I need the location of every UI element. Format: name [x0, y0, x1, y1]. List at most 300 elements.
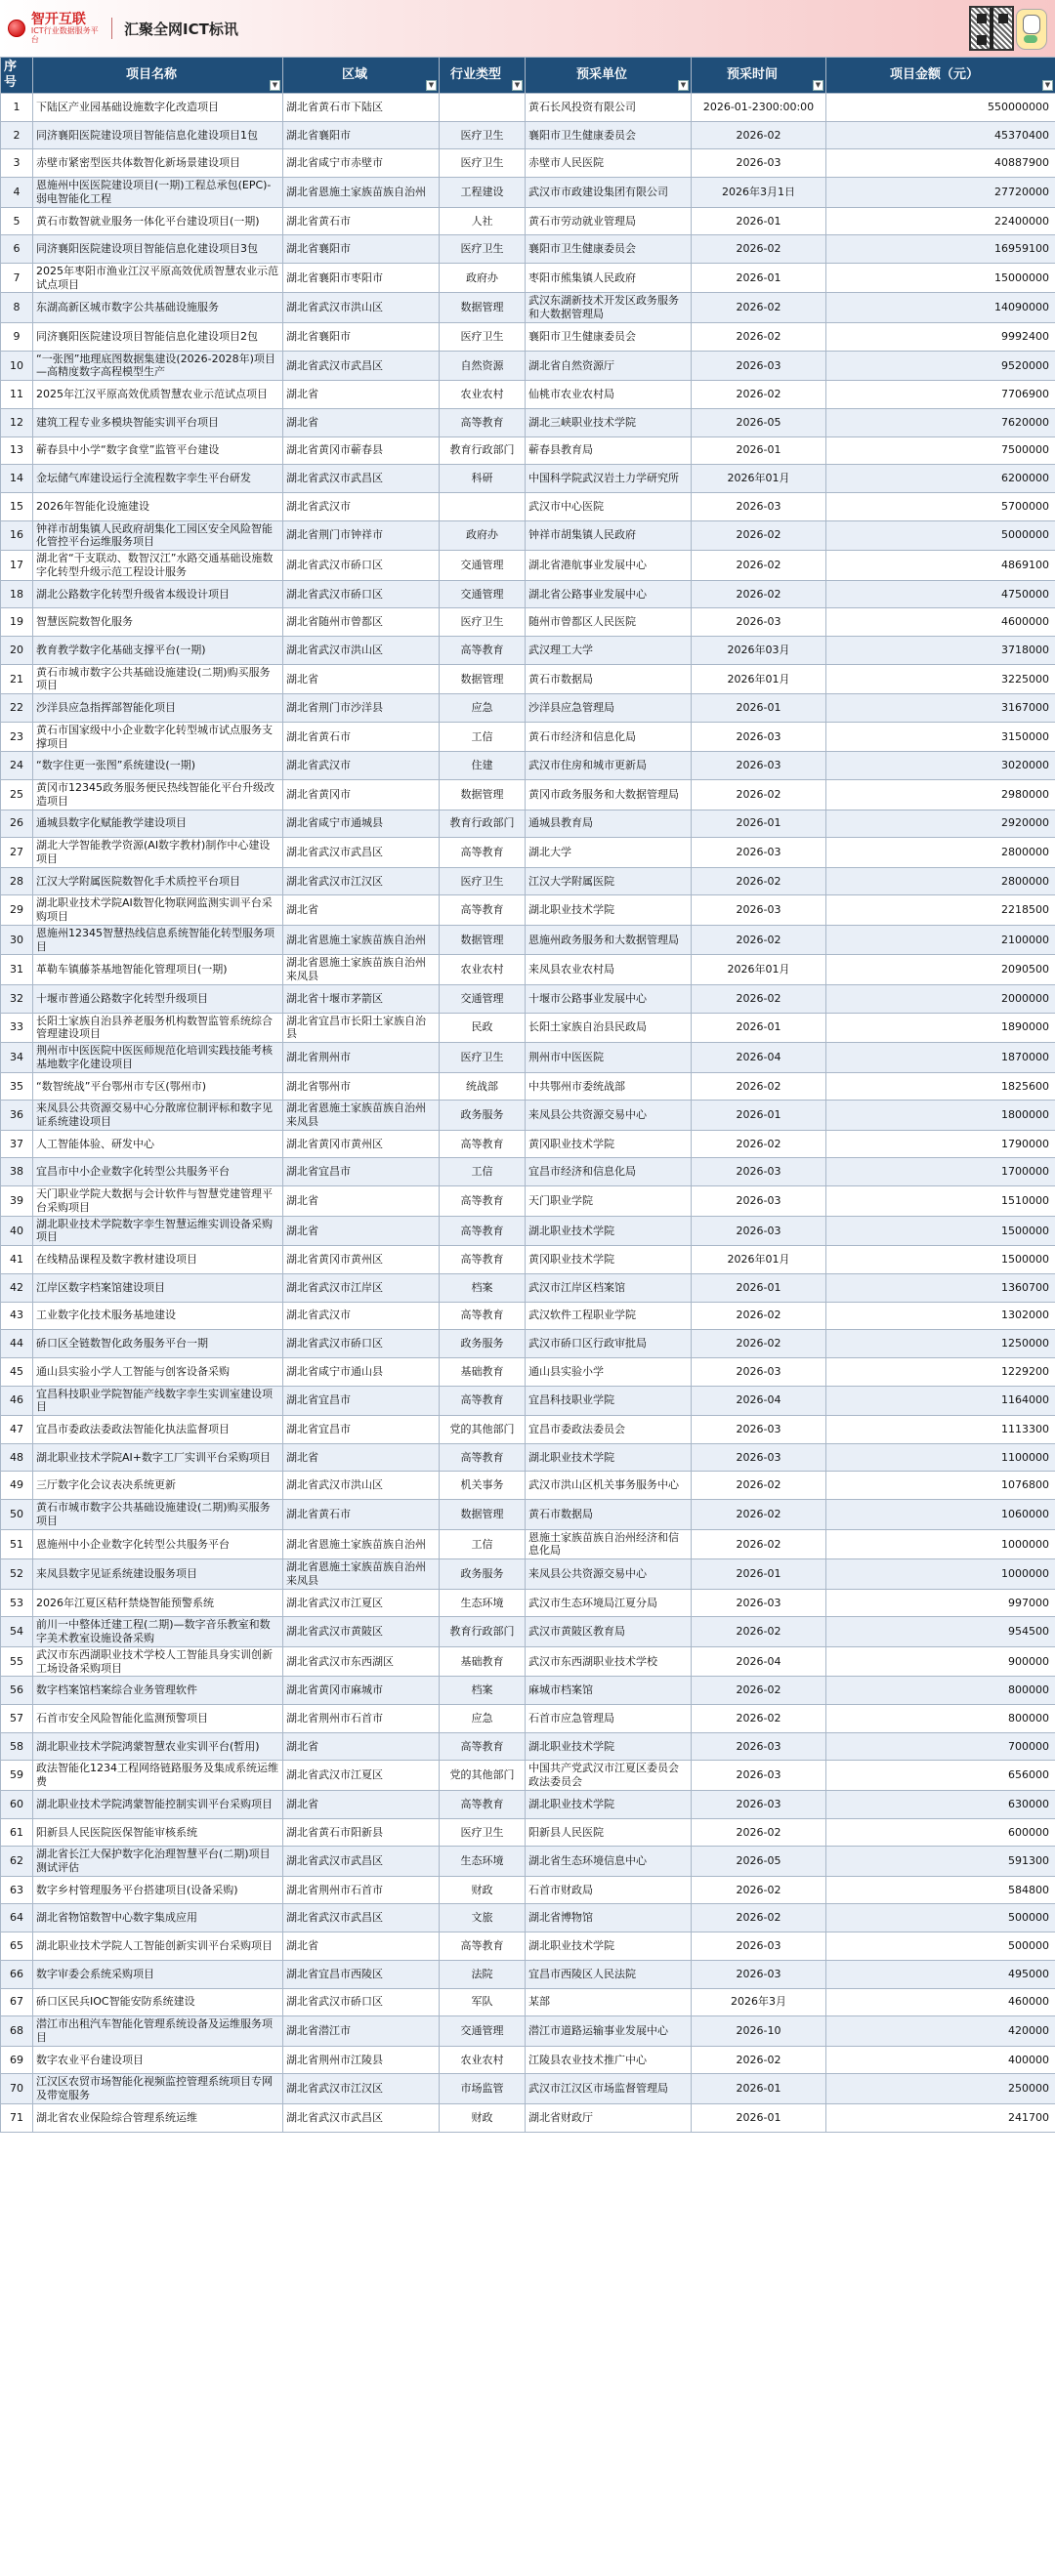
- filter-dropdown-icon[interactable]: ▼: [270, 80, 280, 91]
- cell-project-name: 湖北省农业保险综合管理系统运维: [33, 2103, 283, 2132]
- table-row: [1, 1416, 1055, 1444]
- cell-time: 2026-03: [692, 492, 826, 520]
- column-header-amount: 项目金额（元） ▼: [826, 58, 1055, 94]
- cell-region: 湖北省: [283, 1732, 440, 1761]
- cell-amount: 1164000: [826, 1386, 1055, 1416]
- cell-region: 湖北省宜昌市: [283, 1386, 440, 1416]
- cell-industry: 政府办: [440, 520, 526, 551]
- cell-amount: 5700000: [826, 492, 1055, 520]
- cell-amount: 584800: [826, 1876, 1055, 1904]
- cell-index: 68: [1, 2016, 33, 2047]
- cell-industry: 交通管理: [440, 551, 526, 581]
- cell-region: 湖北省: [283, 1790, 440, 1818]
- cell-industry: 工信: [440, 1529, 526, 1559]
- table-row: [1, 1130, 1055, 1158]
- table-row: [1, 1732, 1055, 1761]
- cell-industry: 机关事务: [440, 1472, 526, 1500]
- table-row: [1, 838, 1055, 868]
- cell-buyer: 武汉理工大学: [526, 636, 692, 664]
- cell-industry: 农业农村: [440, 2046, 526, 2074]
- cell-industry: 医疗卫生: [440, 867, 526, 895]
- cell-region: 湖北省黄冈市蕲春县: [283, 436, 440, 465]
- cell-amount: 800000: [826, 1705, 1055, 1733]
- cell-project-name: 湖北省“干支联动、数智汉江”水路交通基础设施数字化转型升级示范工程设计服务: [33, 551, 283, 581]
- cell-region: 湖北省宜昌市: [283, 1416, 440, 1444]
- cell-project-name: 黄石市城市数字公共基础设施建设(二期)购买服务项目: [33, 1500, 283, 1530]
- cell-industry: 数据管理: [440, 664, 526, 694]
- cell-industry: 统战部: [440, 1072, 526, 1101]
- cell-industry: 生态环境: [440, 1589, 526, 1617]
- table-row: [1, 178, 1055, 208]
- table-row: [1, 492, 1055, 520]
- cell-industry: 高等教育: [440, 1443, 526, 1472]
- cell-buyer: 湖北职业技术学院: [526, 1732, 692, 1761]
- cell-project-name: 在线精品课程及数字教材建设项目: [33, 1246, 283, 1274]
- cell-buyer: 赤壁市人民医院: [526, 149, 692, 178]
- cell-index: 58: [1, 1732, 33, 1761]
- cell-amount: 7500000: [826, 436, 1055, 465]
- cell-region: 湖北省黄冈市: [283, 780, 440, 810]
- cell-region: 湖北省: [283, 1186, 440, 1217]
- cell-project-name: 革勒车镇藤茶基地智能化管理项目(一期): [33, 955, 283, 985]
- cell-region: 湖北省武汉市武昌区: [283, 1904, 440, 1932]
- cell-region: 湖北省武汉市硚口区: [283, 1988, 440, 2016]
- cell-project-name: 恩施州12345智慧热线信息系统智能化转型服务项目: [33, 925, 283, 955]
- cell-project-name: 同济襄阳医院建设项目智能信息化建设项目1包: [33, 121, 283, 149]
- cell-region: 湖北省: [283, 1443, 440, 1472]
- table-row: [1, 408, 1055, 436]
- cell-index: 55: [1, 1646, 33, 1677]
- cell-index: 21: [1, 664, 33, 694]
- cell-industry: 政务服务: [440, 1101, 526, 1131]
- cell-amount: 1250000: [826, 1330, 1055, 1358]
- filter-dropdown-icon[interactable]: ▼: [426, 80, 437, 91]
- cell-buyer: 来凤县农业农村局: [526, 955, 692, 985]
- cell-amount: 7620000: [826, 408, 1055, 436]
- cell-amount: 997000: [826, 1589, 1055, 1617]
- cell-buyer: 湖北省博物馆: [526, 1904, 692, 1932]
- column-header-region: 区域 ▼: [283, 58, 440, 94]
- cell-project-name: 湖北公路数字化转型升级省本级设计项目: [33, 580, 283, 608]
- cell-index: 25: [1, 780, 33, 810]
- cell-industry: 应急: [440, 694, 526, 723]
- cell-amount: 591300: [826, 1847, 1055, 1877]
- cell-index: 60: [1, 1790, 33, 1818]
- cell-amount: 2800000: [826, 867, 1055, 895]
- cell-time: 2026-01: [692, 263, 826, 293]
- cell-index: 66: [1, 1960, 33, 1988]
- table-row: [1, 1960, 1055, 1988]
- cell-time: 2026-01-2300:00:00: [692, 94, 826, 122]
- cell-buyer: 黄石市劳动就业管理局: [526, 207, 692, 235]
- cell-time: 2026-03: [692, 1186, 826, 1217]
- cell-industry: [440, 94, 526, 122]
- cell-industry: 自然资源: [440, 351, 526, 381]
- cell-amount: 3020000: [826, 752, 1055, 780]
- cell-index: 67: [1, 1988, 33, 2016]
- table-row: [1, 867, 1055, 895]
- cell-time: 2026-02: [692, 1302, 826, 1330]
- cell-amount: 1510000: [826, 1186, 1055, 1217]
- cell-buyer: 来凤县公共资源交易中心: [526, 1101, 692, 1131]
- cell-project-name: 湖北大学智能教学资源(AI数字教材)制作中心建设项目: [33, 838, 283, 868]
- cell-time: 2026-02: [692, 1500, 826, 1530]
- cell-region: 湖北省荆州市: [283, 1043, 440, 1073]
- cell-industry: 高等教育: [440, 1186, 526, 1217]
- cell-region: 湖北省武汉市江夏区: [283, 1589, 440, 1617]
- cell-region: 湖北省武汉市硚口区: [283, 580, 440, 608]
- cell-industry: 高等教育: [440, 1130, 526, 1158]
- cell-amount: 3167000: [826, 694, 1055, 723]
- page-title: 汇聚全网ICT标讯: [124, 20, 238, 38]
- table-row: [1, 722, 1055, 752]
- cell-buyer: 沙洋县应急管理局: [526, 694, 692, 723]
- cell-industry: 教育行政部门: [440, 436, 526, 465]
- cell-project-name: 石首市安全风险智能化监测预警项目: [33, 1705, 283, 1733]
- cell-time: 2026-03: [692, 722, 826, 752]
- cell-industry: 档案: [440, 1677, 526, 1705]
- cell-region: 湖北省武汉市硚口区: [283, 1330, 440, 1358]
- table-row: [1, 1072, 1055, 1101]
- table-row: [1, 810, 1055, 838]
- cell-buyer: 长阳土家族自治县民政局: [526, 1013, 692, 1043]
- cell-amount: 1790000: [826, 1130, 1055, 1158]
- cell-industry: 市场监管: [440, 2074, 526, 2104]
- cell-amount: 600000: [826, 1818, 1055, 1847]
- cell-index: 63: [1, 1876, 33, 1904]
- table-row: [1, 2016, 1055, 2047]
- cell-amount: 3225000: [826, 664, 1055, 694]
- table-row: [1, 925, 1055, 955]
- spreadsheet: [0, 57, 1055, 2133]
- cell-region: 湖北省武汉市: [283, 1302, 440, 1330]
- table-row: [1, 1273, 1055, 1302]
- cell-industry: 医疗卫生: [440, 121, 526, 149]
- cell-region: 湖北省黄石市: [283, 1500, 440, 1530]
- cell-project-name: 同济襄阳医院建设项目智能信息化建设项目2包: [33, 322, 283, 351]
- cell-time: 2026-03: [692, 1357, 826, 1386]
- cell-region: 湖北省咸宁市通山县: [283, 1357, 440, 1386]
- cell-buyer: 宜昌市经济和信息化局: [526, 1158, 692, 1186]
- cell-time: 2026-05: [692, 1847, 826, 1877]
- table-row: [1, 2046, 1055, 2074]
- cell-buyer: 武汉市住房和城市更新局: [526, 752, 692, 780]
- cell-index: 71: [1, 2103, 33, 2132]
- cell-industry: 高等教育: [440, 838, 526, 868]
- table-row: [1, 1500, 1055, 1530]
- cell-industry: 医疗卫生: [440, 149, 526, 178]
- cell-index: 65: [1, 1932, 33, 1961]
- cell-buyer: 武汉市黄陂区教育局: [526, 1617, 692, 1647]
- cell-buyer: 襄阳市卫生健康委员会: [526, 322, 692, 351]
- cell-buyer: 武汉市东西湖职业技术学校: [526, 1646, 692, 1677]
- table-row: [1, 1302, 1055, 1330]
- cell-buyer: 石首市财政局: [526, 1876, 692, 1904]
- table-row: [1, 1443, 1055, 1472]
- cell-amount: 14090000: [826, 293, 1055, 323]
- cell-industry: 高等教育: [440, 408, 526, 436]
- cell-project-name: 来凤县数字见证系统建设服务项目: [33, 1559, 283, 1590]
- cell-amount: 1700000: [826, 1158, 1055, 1186]
- cell-amount: 2800000: [826, 838, 1055, 868]
- cell-project-name: 宜昌市中小企业数字化转型公共服务平台: [33, 1158, 283, 1186]
- cell-region: 湖北省武汉市武昌区: [283, 2103, 440, 2132]
- cell-index: 6: [1, 235, 33, 264]
- cell-project-name: 湖北职业技术学院数字孪生智慧运维实训设备采购项目: [33, 1216, 283, 1246]
- cell-time: 2026-03: [692, 1443, 826, 1472]
- cell-amount: 500000: [826, 1904, 1055, 1932]
- cell-index: 17: [1, 551, 33, 581]
- cell-project-name: 恩施州中医医院建设项目(一期)工程总承包(EPC)-弱电智能化工程: [33, 178, 283, 208]
- cell-amount: 1500000: [826, 1246, 1055, 1274]
- cell-region: 湖北省: [283, 408, 440, 436]
- cell-buyer: 来凤县公共资源交易中心: [526, 1559, 692, 1590]
- cell-index: 44: [1, 1330, 33, 1358]
- cell-industry: 军队: [440, 1988, 526, 2016]
- table-row: [1, 351, 1055, 381]
- cell-amount: 241700: [826, 2103, 1055, 2132]
- cell-time: 2026-01: [692, 1013, 826, 1043]
- cell-buyer: 武汉市生态环境局江夏分局: [526, 1589, 692, 1617]
- filter-dropdown-icon[interactable]: ▼: [678, 80, 689, 91]
- cell-buyer: 湖北职业技术学院: [526, 1790, 692, 1818]
- cell-time: 2026-02: [692, 322, 826, 351]
- cell-amount: 7706900: [826, 381, 1055, 409]
- cell-project-name: 2025年江汉平原高效优质智慧农业示范试点项目: [33, 381, 283, 409]
- cell-buyer: 湖北省自然资源厅: [526, 351, 692, 381]
- cell-region: 湖北省武汉市硚口区: [283, 551, 440, 581]
- cell-time: 2026-02: [692, 780, 826, 810]
- cell-buyer: 湖北省港航事业发展中心: [526, 551, 692, 581]
- cell-region: 湖北省荆门市钟祥市: [283, 520, 440, 551]
- table-row: [1, 1186, 1055, 1217]
- cell-industry: 高等教育: [440, 1246, 526, 1274]
- cell-buyer: 湖北省公路事业发展中心: [526, 580, 692, 608]
- cell-amount: 1229200: [826, 1357, 1055, 1386]
- table-row: [1, 1646, 1055, 1677]
- cell-time: 2026-05: [692, 408, 826, 436]
- cell-buyer: 中国共产党武汉市江夏区委员会政法委员会: [526, 1761, 692, 1791]
- cell-project-name: “一张图”地理底图数据集建设(2026-2028年)项目—高精度数字高程模型生产: [33, 351, 283, 381]
- table-row: [1, 207, 1055, 235]
- cell-region: 湖北省: [283, 1216, 440, 1246]
- cell-buyer: 中国科学院武汉岩土力学研究所: [526, 465, 692, 493]
- cell-buyer: 武汉市市政建设集团有限公司: [526, 178, 692, 208]
- cell-project-name: 智慧医院数智化服务: [33, 608, 283, 637]
- cell-time: 2026年3月1日: [692, 178, 826, 208]
- cell-amount: 900000: [826, 1646, 1055, 1677]
- cell-industry: 政府办: [440, 263, 526, 293]
- cell-index: 33: [1, 1013, 33, 1043]
- cell-region: 湖北省荆州市江陵县: [283, 2046, 440, 2074]
- cell-time: 2026年3月: [692, 1988, 826, 2016]
- cell-index: 9: [1, 322, 33, 351]
- table-row: [1, 551, 1055, 581]
- cell-buyer: 江陵县农业技术推广中心: [526, 2046, 692, 2074]
- mascot-icon: [1016, 9, 1047, 50]
- cell-index: 8: [1, 293, 33, 323]
- cell-industry: 高等教育: [440, 1386, 526, 1416]
- cell-project-name: 宜昌科技职业学院智能产线数字孪生实训室建设项目: [33, 1386, 283, 1416]
- cell-project-name: 工业数字化技术服务基地建设: [33, 1302, 283, 1330]
- cell-buyer: 湖北职业技术学院: [526, 1932, 692, 1961]
- cell-project-name: 沙洋县应急指挥部智能化项目: [33, 694, 283, 723]
- cell-index: 49: [1, 1472, 33, 1500]
- cell-buyer: 湖北省财政厅: [526, 2103, 692, 2132]
- cell-region: 湖北省武汉市东西湖区: [283, 1646, 440, 1677]
- brand-subtitle: ICT行业数据服务平台: [30, 25, 99, 44]
- cell-time: 2026-04: [692, 1386, 826, 1416]
- cell-region: 湖北省宜昌市: [283, 1158, 440, 1186]
- table-row: [1, 149, 1055, 178]
- cell-amount: 420000: [826, 2016, 1055, 2047]
- cell-time: 2026-03: [692, 895, 826, 926]
- cell-project-name: 湖北职业技术学院鸿蒙智能控制实训平台采购项目: [33, 1790, 283, 1818]
- cell-index: 61: [1, 1818, 33, 1847]
- cell-industry: 高等教育: [440, 1790, 526, 1818]
- filter-dropdown-icon[interactable]: ▼: [512, 80, 523, 91]
- cell-index: 34: [1, 1043, 33, 1073]
- cell-buyer: 通城县教育局: [526, 810, 692, 838]
- cell-project-name: 数字档案馆档案综合业务管理软件: [33, 1677, 283, 1705]
- cell-region: 湖北省宜昌市长阳土家族自治县: [283, 1013, 440, 1043]
- cell-time: 2026-02: [692, 1072, 826, 1101]
- cell-region: 湖北省武汉市江岸区: [283, 1273, 440, 1302]
- cell-time: 2026-01: [692, 207, 826, 235]
- cell-industry: 工信: [440, 722, 526, 752]
- column-header-industry: 行业类型 ▼: [440, 58, 526, 94]
- cell-industry: 党的其他部门: [440, 1416, 526, 1444]
- cell-industry: 高等教育: [440, 895, 526, 926]
- cell-project-name: 十堰市普通公路数字化转型升级项目: [33, 984, 283, 1013]
- cell-amount: 5000000: [826, 520, 1055, 551]
- cell-industry: 交通管理: [440, 2016, 526, 2047]
- cell-time: 2026-02: [692, 1818, 826, 1847]
- cell-time: 2026-03: [692, 1732, 826, 1761]
- cell-region: 湖北省武汉市江汉区: [283, 867, 440, 895]
- cell-buyer: 湖北大学: [526, 838, 692, 868]
- cell-amount: 700000: [826, 1732, 1055, 1761]
- table-row: [1, 322, 1055, 351]
- cell-industry: 医疗卫生: [440, 322, 526, 351]
- table-row: [1, 263, 1055, 293]
- table-row: [1, 636, 1055, 664]
- cell-region: 湖北省黄石市: [283, 722, 440, 752]
- cell-region: 湖北省: [283, 1932, 440, 1961]
- cell-industry: 政务服务: [440, 1330, 526, 1358]
- cell-region: 湖北省黄冈市黄州区: [283, 1130, 440, 1158]
- cell-industry: 文旅: [440, 1904, 526, 1932]
- cell-index: 22: [1, 694, 33, 723]
- cell-amount: 6200000: [826, 465, 1055, 493]
- cell-index: 15: [1, 492, 33, 520]
- cell-amount: 1825600: [826, 1072, 1055, 1101]
- table-row: [1, 895, 1055, 926]
- brand-logo: [8, 13, 106, 45]
- cell-amount: 1000000: [826, 1559, 1055, 1590]
- table-row: [1, 984, 1055, 1013]
- cell-project-name: 同济襄阳医院建设项目智能信息化建设项目3包: [33, 235, 283, 264]
- cell-industry: 数据管理: [440, 780, 526, 810]
- cell-region: 湖北省咸宁市通城县: [283, 810, 440, 838]
- cell-amount: 460000: [826, 1988, 1055, 2016]
- cell-index: 39: [1, 1186, 33, 1217]
- cell-region: 湖北省襄阳市: [283, 322, 440, 351]
- table-row: [1, 1904, 1055, 1932]
- cell-time: 2026年01月: [692, 465, 826, 493]
- bid-table: [0, 57, 1055, 2133]
- cell-amount: 9992400: [826, 322, 1055, 351]
- table-row: [1, 1617, 1055, 1647]
- cell-industry: 住建: [440, 752, 526, 780]
- table-row: [1, 1932, 1055, 1961]
- cell-project-name: 2026年智能化设施建设: [33, 492, 283, 520]
- cell-buyer: 黄冈职业技术学院: [526, 1130, 692, 1158]
- cell-time: 2026-03: [692, 1216, 826, 1246]
- cell-buyer: 钟祥市胡集镇人民政府: [526, 520, 692, 551]
- cell-time: 2026-02: [692, 551, 826, 581]
- table-row: [1, 1589, 1055, 1617]
- cell-time: 2026-03: [692, 149, 826, 178]
- filter-dropdown-icon[interactable]: ▼: [1042, 80, 1053, 91]
- cell-index: 7: [1, 263, 33, 293]
- cell-industry: 工信: [440, 1158, 526, 1186]
- cell-region: 湖北省襄阳市: [283, 121, 440, 149]
- cell-region: 湖北省黄冈市黄州区: [283, 1246, 440, 1274]
- cell-project-name: 湖北职业技术学院人工智能创新实训平台采购项目: [33, 1932, 283, 1961]
- cell-buyer: 石首市应急管理局: [526, 1705, 692, 1733]
- cell-industry: 医疗卫生: [440, 1818, 526, 1847]
- cell-buyer: 湖北职业技术学院: [526, 895, 692, 926]
- cell-amount: 45370400: [826, 121, 1055, 149]
- cell-project-name: 建筑工程专业多模块智能实训平台项目: [33, 408, 283, 436]
- cell-region: 湖北省武汉市洪山区: [283, 1472, 440, 1500]
- cell-amount: 250000: [826, 2074, 1055, 2104]
- filter-dropdown-icon[interactable]: ▼: [813, 80, 823, 91]
- cell-time: 2026-03: [692, 752, 826, 780]
- cell-index: 29: [1, 895, 33, 926]
- table-row: [1, 1847, 1055, 1877]
- cell-index: 20: [1, 636, 33, 664]
- cell-buyer: 某部: [526, 1988, 692, 2016]
- column-header-index: 序号: [1, 58, 33, 94]
- cell-time: 2026-02: [692, 1130, 826, 1158]
- cell-buyer: 麻城市档案馆: [526, 1677, 692, 1705]
- cell-industry: 高等教育: [440, 636, 526, 664]
- cell-project-name: 天门职业学院大数据与会计软件与智慧党建管理平台采购项目: [33, 1186, 283, 1217]
- cell-index: 43: [1, 1302, 33, 1330]
- cell-industry: 医疗卫生: [440, 235, 526, 264]
- table-row: [1, 465, 1055, 493]
- cell-amount: 15000000: [826, 263, 1055, 293]
- cell-buyer: 武汉市中心医院: [526, 492, 692, 520]
- cell-industry: 人社: [440, 207, 526, 235]
- table-row: [1, 1158, 1055, 1186]
- cell-project-name: 湖北省长江大保护数字化治理智慧平台(二期)项目测试评估: [33, 1847, 283, 1877]
- table-row: [1, 520, 1055, 551]
- cell-index: 5: [1, 207, 33, 235]
- cell-amount: 1800000: [826, 1101, 1055, 1131]
- table-row: [1, 580, 1055, 608]
- table-row: [1, 1790, 1055, 1818]
- cell-region: 湖北省襄阳市: [283, 235, 440, 264]
- cell-index: 51: [1, 1529, 33, 1559]
- cell-industry: 数据管理: [440, 1500, 526, 1530]
- cell-time: 2026-01: [692, 2074, 826, 2104]
- cell-time: 2026-02: [692, 1617, 826, 1647]
- cell-project-name: 前川一中整体迁建工程(二期)—数字音乐教室和数字美术教室设施设备采购: [33, 1617, 283, 1647]
- table-body: [1, 94, 1055, 2133]
